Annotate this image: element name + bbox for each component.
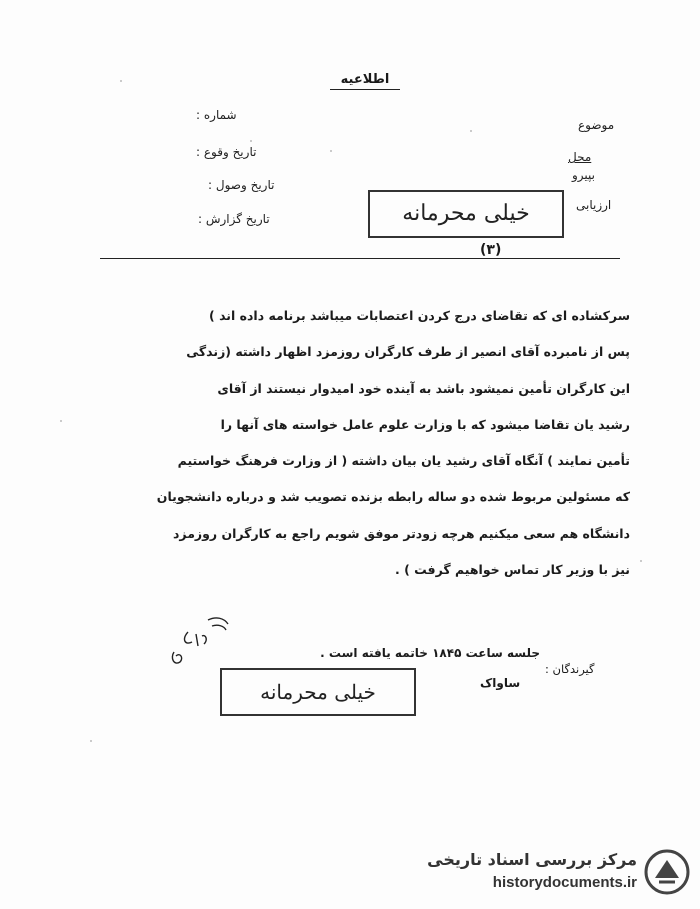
body-line: نیز با وزیر کار تماس خواهیم گرفت ) . xyxy=(394,562,630,578)
body-line: سرکشاده ای که تقاضای درج کردن اعتصابات میباشد برنامه داده اند ) xyxy=(209,308,630,323)
field-source: محل xyxy=(568,150,592,164)
body-line: پس از نامبرده آقای انصیر از طرف کارگران روزمزد اظهار داشته (زندگی xyxy=(186,344,630,360)
page-number: (۳) xyxy=(480,242,502,258)
document-title: اطلاعیه xyxy=(330,72,400,90)
scan-speck xyxy=(120,80,122,82)
scan-speck xyxy=(640,560,642,562)
body-line: رشید یان تقاضا میشود که با وزارت علوم عامل خواسته های آنها را xyxy=(220,416,630,432)
scan-speck xyxy=(90,740,92,742)
classification-stamp-bottom: خیلی محرمانه xyxy=(220,668,416,716)
field-date-report: تاریخ گزارش : xyxy=(198,212,270,226)
classification-stamp-top: خیلی محرمانه xyxy=(368,190,564,238)
handwritten-note-icon xyxy=(168,612,238,672)
field-number: شماره : xyxy=(196,108,237,122)
header-divider xyxy=(100,258,620,259)
body-line: این کارگران تأمین نمیشود باشد به آینده خود امیدوار نیستند از آقای xyxy=(217,380,630,396)
report-body xyxy=(110,298,630,588)
field-evaluation: ارزیابی xyxy=(576,198,612,212)
archive-url: historydocuments.ir xyxy=(492,874,637,891)
scan-speck xyxy=(330,150,332,152)
body-line: دانشگاه هم سعی میکنیم هرچه زودتر موفق شویم راجع به کارگران روزمزد xyxy=(173,525,630,541)
body-line: که مسئولین مربوط شده دو ساله رابطه بزنده تصویب شد و درباره دانشجویان xyxy=(156,489,630,505)
field-date-received: تاریخ وصول : xyxy=(208,178,275,192)
archive-watermark xyxy=(410,846,695,900)
field-to: بپیرو xyxy=(572,168,595,182)
recipients-label: گیرندگان : xyxy=(545,662,595,676)
session-end-note: جلسه ساعت ۱۸۴۵ خاتمه یافته است . xyxy=(320,646,540,660)
scan-speck xyxy=(470,130,472,132)
scan-speck xyxy=(60,420,62,422)
scan-speck xyxy=(250,140,252,142)
archive-name: مرکز بررسی اسناد تاریخی xyxy=(427,850,637,869)
archive-logo-icon xyxy=(643,848,691,896)
body-line: تأمین نمایند ) آنگاه آقای رشید یان بیان داشته ( از وزارت فرهنگ خواستیم xyxy=(177,453,630,469)
field-subject: موضوع xyxy=(578,118,615,132)
field-date-occurrence: تاریخ وقوع : xyxy=(196,145,257,159)
recipient-name: ساواک xyxy=(480,676,521,690)
